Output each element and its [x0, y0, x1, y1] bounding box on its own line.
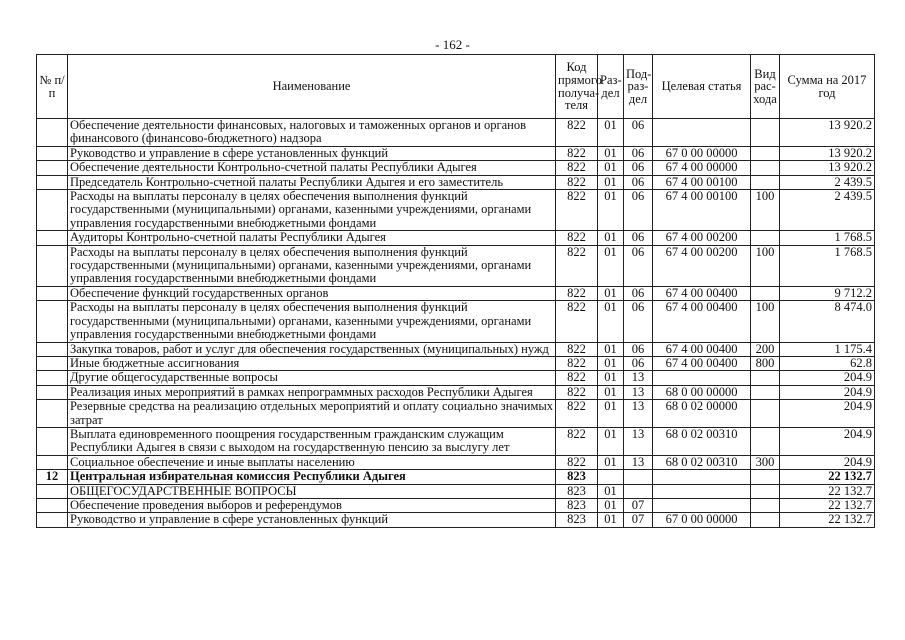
- row-vid: [751, 146, 780, 160]
- row-number: [37, 455, 68, 469]
- header-podrazdel: Под-раз-дел: [624, 55, 653, 119]
- table-row: [37, 400, 875, 428]
- table-row: [37, 286, 875, 300]
- row-code: 822: [556, 385, 598, 399]
- row-razdel: 01: [598, 301, 624, 342]
- row-podrazdel: 06: [624, 245, 653, 286]
- row-code: 822: [556, 427, 598, 455]
- table-row: [37, 245, 875, 286]
- header-sum: Сумма на 2017 год: [780, 55, 875, 119]
- row-number: [37, 119, 68, 147]
- row-vid: [751, 513, 780, 527]
- row-article: [653, 470, 751, 484]
- row-vid: 800: [751, 356, 780, 370]
- row-podrazdel: 06: [624, 175, 653, 189]
- table-row: [37, 301, 875, 342]
- row-name: Расходы на выплаты персоналу в целях обеспечения выполнения функций государственными (муниципальными) органами, казенными учреждениями, органами управления государственными внебюджетными фондами: [68, 301, 556, 342]
- table-row: [37, 161, 875, 175]
- row-code: 822: [556, 161, 598, 175]
- row-code: 822: [556, 356, 598, 370]
- row-name: Расходы на выплаты персоналу в целях обеспечения выполнения функций государственными (муниципальными) органами, казенными учреждениями, органами управления государственными внебюджетными фондами: [68, 245, 556, 286]
- header-razdel: Раз-дел: [598, 55, 624, 119]
- row-razdel: 01: [598, 342, 624, 356]
- row-number: [37, 371, 68, 385]
- row-podrazdel: [624, 470, 653, 484]
- row-article: 68 0 02 00310: [653, 427, 751, 455]
- table-row: [37, 455, 875, 469]
- row-podrazdel: 13: [624, 371, 653, 385]
- row-vid: 100: [751, 190, 780, 231]
- row-number: [37, 231, 68, 245]
- row-vid: [751, 161, 780, 175]
- row-vid: [751, 385, 780, 399]
- row-podrazdel: 06: [624, 301, 653, 342]
- row-name: Расходы на выплаты персоналу в целях обеспечения выполнения функций государственными (муниципальными) органами, казенными учреждениями, органами управления государственными внебюджетными фондами: [68, 190, 556, 231]
- row-vid: [751, 371, 780, 385]
- row-razdel: 01: [598, 286, 624, 300]
- row-razdel: 01: [598, 455, 624, 469]
- row-name: Резервные средства на реализацию отдельных мероприятий и оплату социально значимых затрат: [68, 400, 556, 428]
- row-podrazdel: 06: [624, 356, 653, 370]
- row-article: 68 0 00 00000: [653, 385, 751, 399]
- row-article: 67 4 00 00000: [653, 161, 751, 175]
- row-name: Обеспечение проведения выборов и референдумов: [68, 498, 556, 512]
- row-vid: [751, 231, 780, 245]
- row-razdel: 01: [598, 356, 624, 370]
- row-sum: 1 175.4: [780, 342, 875, 356]
- row-razdel: 01: [598, 385, 624, 399]
- row-sum: 2 439.5: [780, 190, 875, 231]
- row-name: Выплата единовременного поощрения государственным гражданским служащим Республики Адыгея в связи с выходом на государственную пенсию за выслугу лет: [68, 427, 556, 455]
- row-vid: [751, 175, 780, 189]
- row-code: 822: [556, 342, 598, 356]
- row-number: [37, 175, 68, 189]
- row-sum: 204.9: [780, 371, 875, 385]
- row-vid: 300: [751, 455, 780, 469]
- table-row: [37, 146, 875, 160]
- row-sum: 204.9: [780, 400, 875, 428]
- row-name: Обеспечение деятельности финансовых, налоговых и таможенных органов и органов финансового (финансово-бюджетного) надзора: [68, 119, 556, 147]
- row-podrazdel: 06: [624, 286, 653, 300]
- row-vid: [751, 498, 780, 512]
- row-number: [37, 301, 68, 342]
- row-podrazdel: 13: [624, 455, 653, 469]
- row-razdel: 01: [598, 427, 624, 455]
- row-code: 822: [556, 301, 598, 342]
- row-sum: 204.9: [780, 427, 875, 455]
- table-row: [37, 175, 875, 189]
- row-sum: 13 920.2: [780, 161, 875, 175]
- row-article: 67 4 00 00100: [653, 190, 751, 231]
- table-row: [37, 371, 875, 385]
- row-number: [37, 484, 68, 498]
- row-sum: 204.9: [780, 385, 875, 399]
- row-article: 68 0 02 00310: [653, 455, 751, 469]
- row-vid: 100: [751, 301, 780, 342]
- row-number: [37, 342, 68, 356]
- row-sum: 8 474.0: [780, 301, 875, 342]
- row-number: [37, 513, 68, 527]
- row-number: [37, 146, 68, 160]
- table-row: [37, 498, 875, 512]
- row-code: 822: [556, 146, 598, 160]
- header-num: № п/п: [37, 55, 68, 119]
- row-podrazdel: 06: [624, 190, 653, 231]
- row-article: 67 4 00 00400: [653, 286, 751, 300]
- row-podrazdel: 13: [624, 427, 653, 455]
- row-article: 68 0 02 00000: [653, 400, 751, 428]
- row-code: 822: [556, 175, 598, 189]
- header-code: Код прямого получа-теля: [556, 55, 598, 119]
- row-razdel: 01: [598, 484, 624, 498]
- row-name: Обеспечение функций государственных органов: [68, 286, 556, 300]
- row-article: [653, 484, 751, 498]
- header-article: Целевая статья: [653, 55, 751, 119]
- row-number: 12: [37, 470, 68, 484]
- row-name: Центральная избирательная комиссия Республики Адыгея: [68, 470, 556, 484]
- row-article: [653, 498, 751, 512]
- row-number: [37, 498, 68, 512]
- row-number: [37, 286, 68, 300]
- row-podrazdel: 13: [624, 385, 653, 399]
- row-razdel: 01: [598, 400, 624, 428]
- row-code: 822: [556, 119, 598, 147]
- row-code: 822: [556, 231, 598, 245]
- row-number: [37, 190, 68, 231]
- row-razdel: 01: [598, 371, 624, 385]
- row-vid: 200: [751, 342, 780, 356]
- row-sum: 22 132.7: [780, 513, 875, 527]
- row-vid: [751, 484, 780, 498]
- row-sum: 2 439.5: [780, 175, 875, 189]
- row-code: 823: [556, 470, 598, 484]
- table-row: [37, 119, 875, 147]
- row-number: [37, 245, 68, 286]
- row-razdel: 01: [598, 175, 624, 189]
- row-name: Обеспечение деятельности Контрольно-счетной палаты Республики Адыгея: [68, 161, 556, 175]
- row-name: Закупка товаров, работ и услуг для обеспечения государственных (муниципальных) нужд: [68, 342, 556, 356]
- row-article: 67 4 00 00400: [653, 356, 751, 370]
- row-code: 822: [556, 286, 598, 300]
- row-podrazdel: 06: [624, 231, 653, 245]
- row-name: Руководство и управление в сфере установленных функций: [68, 146, 556, 160]
- row-podrazdel: [624, 484, 653, 498]
- row-razdel: 01: [598, 231, 624, 245]
- row-code: 822: [556, 371, 598, 385]
- row-article: 67 0 00 00000: [653, 513, 751, 527]
- row-article: 67 0 00 00000: [653, 146, 751, 160]
- row-razdel: 01: [598, 245, 624, 286]
- row-podrazdel: 07: [624, 513, 653, 527]
- table-body: [37, 119, 875, 528]
- row-number: [37, 356, 68, 370]
- row-sum: 22 132.7: [780, 470, 875, 484]
- row-name: Другие общегосударственные вопросы: [68, 371, 556, 385]
- row-code: 823: [556, 513, 598, 527]
- row-podrazdel: 06: [624, 119, 653, 147]
- header-vid: Вид рас-хода: [751, 55, 780, 119]
- row-name: Руководство и управление в сфере установленных функций: [68, 513, 556, 527]
- table-row: [37, 190, 875, 231]
- table-row: [37, 427, 875, 455]
- row-number: [37, 161, 68, 175]
- row-podrazdel: 06: [624, 146, 653, 160]
- row-name: Аудиторы Контрольно-счетной палаты Республики Адыгея: [68, 231, 556, 245]
- row-vid: [751, 400, 780, 428]
- row-razdel: [598, 470, 624, 484]
- row-article: 67 4 00 00100: [653, 175, 751, 189]
- row-name: Иные бюджетные ассигнования: [68, 356, 556, 370]
- row-razdel: 01: [598, 119, 624, 147]
- row-sum: 204.9: [780, 455, 875, 469]
- row-number: [37, 427, 68, 455]
- row-razdel: 01: [598, 146, 624, 160]
- row-code: 823: [556, 484, 598, 498]
- row-article: [653, 119, 751, 147]
- table-row: [37, 513, 875, 527]
- table-row: [37, 342, 875, 356]
- row-number: [37, 400, 68, 428]
- row-sum: 62.8: [780, 356, 875, 370]
- table-row: [37, 356, 875, 370]
- row-podrazdel: 13: [624, 400, 653, 428]
- table-row: [37, 231, 875, 245]
- row-vid: [751, 470, 780, 484]
- row-sum: 22 132.7: [780, 498, 875, 512]
- table-row: [37, 484, 875, 498]
- row-article: 67 4 00 00200: [653, 245, 751, 286]
- row-podrazdel: 07: [624, 498, 653, 512]
- table-row: [37, 385, 875, 399]
- row-code: 822: [556, 400, 598, 428]
- page-number: - 162 -: [435, 37, 470, 52]
- row-podrazdel: 06: [624, 342, 653, 356]
- row-vid: 100: [751, 245, 780, 286]
- row-podrazdel: 06: [624, 161, 653, 175]
- row-name: ОБЩЕГОСУДАРСТВЕННЫЕ ВОПРОСЫ: [68, 484, 556, 498]
- row-sum: 1 768.5: [780, 231, 875, 245]
- row-code: 822: [556, 455, 598, 469]
- row-code: 822: [556, 190, 598, 231]
- row-razdel: 01: [598, 190, 624, 231]
- row-sum: 9 712.2: [780, 286, 875, 300]
- row-code: 822: [556, 245, 598, 286]
- row-vid: [751, 119, 780, 147]
- row-sum: 22 132.7: [780, 484, 875, 498]
- table-row: [37, 470, 875, 484]
- row-razdel: 01: [598, 513, 624, 527]
- row-number: [37, 385, 68, 399]
- header-row: [37, 55, 875, 119]
- row-razdel: 01: [598, 161, 624, 175]
- row-article: 67 4 00 00200: [653, 231, 751, 245]
- row-code: 823: [556, 498, 598, 512]
- row-name: Социальное обеспечение и иные выплаты населению: [68, 455, 556, 469]
- row-vid: [751, 427, 780, 455]
- row-sum: 13 920.2: [780, 146, 875, 160]
- row-razdel: 01: [598, 498, 624, 512]
- row-sum: 1 768.5: [780, 245, 875, 286]
- budget-table: [36, 54, 875, 528]
- header-name: Наименование: [68, 55, 556, 119]
- row-article: 67 4 00 00400: [653, 301, 751, 342]
- row-article: 67 4 00 00400: [653, 342, 751, 356]
- row-name: Реализация иных мероприятий в рамках непрограммных расходов Республики Адыгея: [68, 385, 556, 399]
- row-vid: [751, 286, 780, 300]
- row-article: [653, 371, 751, 385]
- row-name: Председатель Контрольно-счетной палаты Республики Адыгея и его заместитель: [68, 175, 556, 189]
- row-sum: 13 920.2: [780, 119, 875, 147]
